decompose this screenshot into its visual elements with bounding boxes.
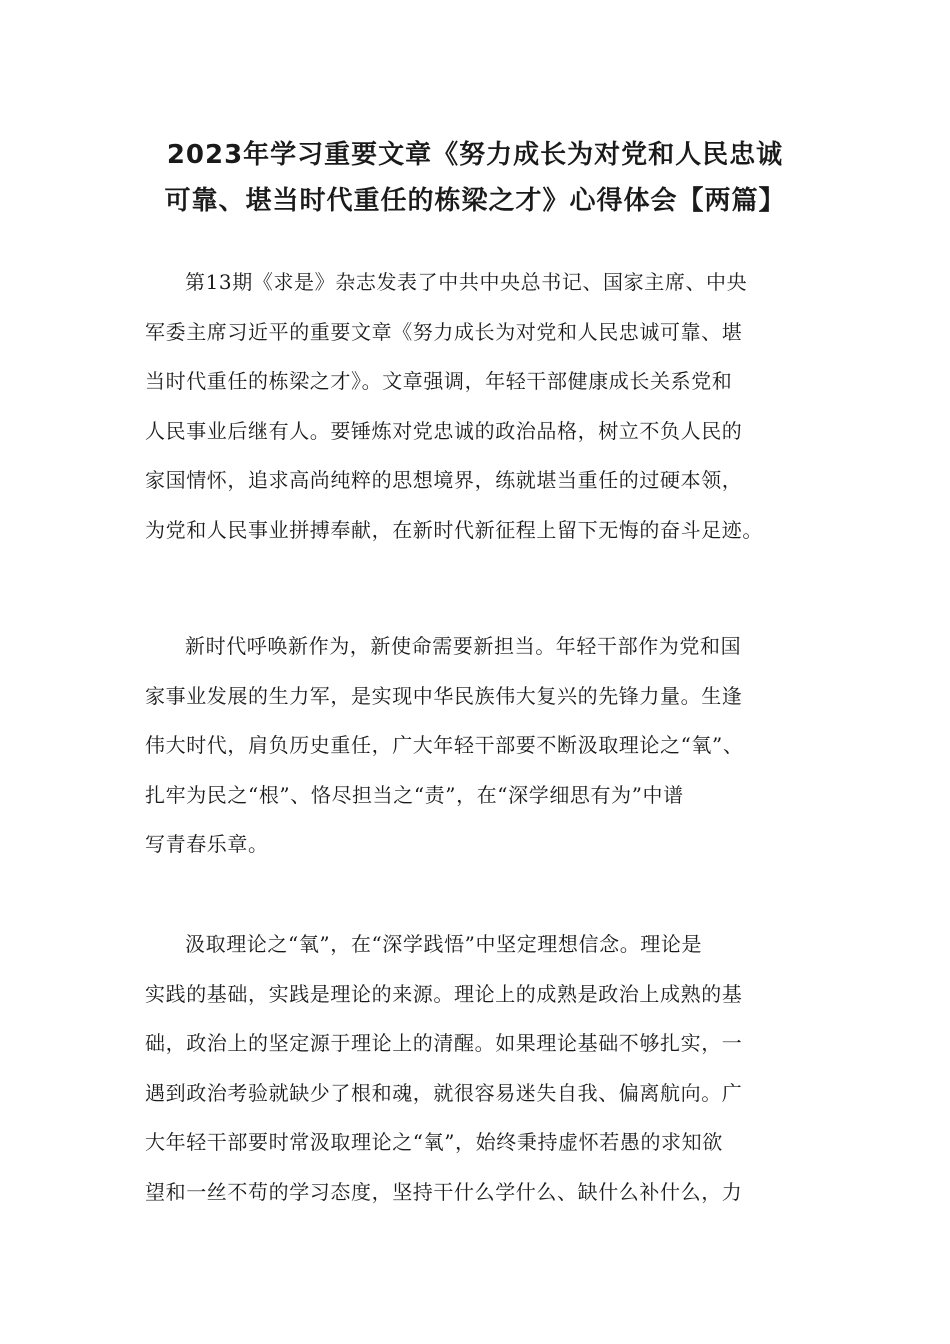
paragraph-line: 汲取理论之“氧”，在“深学践悟”中坚定理想信念。理论是	[185, 932, 703, 956]
paragraph-line: 新时代呼唤新作为，新使命需要新担当。年轻干部作为党和国	[185, 634, 742, 658]
paragraph-line: 家事业发展的生力军，是实现中华民族伟大复兴的先锋力量。生逢	[145, 683, 743, 708]
paragraph-line: 第13期《求是》杂志发表了中共中央总书记、国家主席、中央	[185, 270, 748, 294]
paragraph-line: 望和一丝不苟的学习态度，坚持干什么学什么、缺什么补什么，力	[145, 1179, 743, 1204]
title-line: 2023年学习重要文章《努力成长为对党和人民忠诚	[166, 140, 784, 170]
document-title	[120, 132, 830, 224]
paragraph-line: 扎牢为民之“根”、恪尽担当之“责”，在“深学细思有为”中谱	[145, 782, 684, 807]
paragraph-2	[145, 622, 825, 870]
paragraph-line: 人民事业后继有人。要锤炼对党忠诚的政治品格，树立不负人民的	[145, 418, 743, 443]
paragraph-line: 写青春乐章。	[145, 832, 269, 856]
paragraph-line: 实践的基础，实践是理论的来源。理论上的成熟是政治上成熟的基	[145, 981, 743, 1006]
paragraph-3	[145, 920, 825, 1217]
paragraph-line: 伟大时代，肩负历史重任，广大年轻干部要不断汲取理论之“氧”、	[145, 733, 744, 757]
paragraph-1	[145, 258, 825, 555]
paragraph-line: 为党和人民事业拼搏奉献，在新时代新征程上留下无悔的奋斗足迹。	[145, 517, 763, 542]
paragraph-line: 军委主席习近平的重要文章《努力成长为对党和人民忠诚可靠、堪	[145, 319, 743, 344]
paragraph-line: 大年轻干部要时常汲取理论之“氧”，始终秉持虚怀若愚的求知欲	[145, 1130, 723, 1154]
paragraph-line: 础，政治上的坚定源于理论上的清醒。如果理论基础不够扎实，一	[145, 1031, 743, 1055]
title-line: 可靠、堪当时代重任的栋梁之才》心得体会【两篇】	[164, 186, 786, 216]
paragraph-line: 当时代重任的栋梁之才》。文章强调，年轻干部健康成长关系党和	[145, 369, 733, 393]
paragraph-line: 遇到政治考验就缺少了根和魂，就很容易迷失自我、偏离航向。广	[145, 1080, 743, 1105]
paragraph-line: 家国情怀，追求高尚纯粹的思想境界，练就堪当重任的过硬本领，	[145, 468, 743, 492]
